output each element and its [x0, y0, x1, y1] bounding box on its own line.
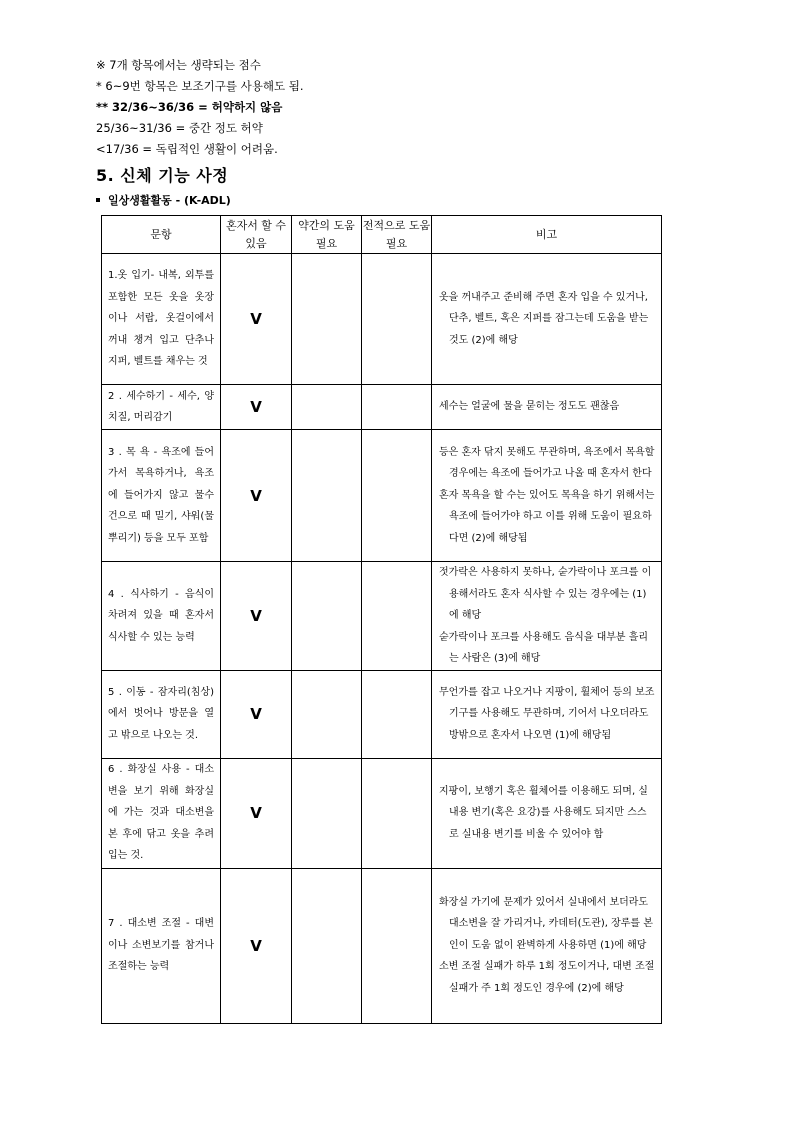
note-not-frail: ** 32/36~36/36 = 허약하지 않음	[96, 100, 283, 114]
row-item: 3 . 목 욕 - 욕조에 들어가서 목욕하거나, 욕조에 들어가지 않고 물수건으로 때 밀기, 샤워(물 뿌리기) 등을 모두 포함	[102, 430, 221, 562]
row-item: 7 . 대소변 조절 - 대변이나 소변보기를 참거나 조절하는 능력	[102, 868, 221, 1023]
subsection-label: 일상생활활동 - (K-ADL)	[108, 194, 231, 207]
note-assistive-devices: * 6~9번 항목은 보조기구를 사용해도 됨.	[96, 79, 304, 93]
adl-table	[101, 215, 662, 1024]
table-row	[102, 758, 662, 868]
remark-line: 숟가락이나 포크를 사용해도 음식을 대부분 흘리는 사람은 (3)에 해당	[439, 631, 649, 664]
row-remarks	[432, 868, 662, 1023]
bullet-icon	[96, 198, 100, 202]
empty-cell	[362, 430, 432, 562]
remark-line: 지팡이, 보행기 혹은 휠체어를 이용해도 되며, 실내용 변기(혹은 요강)를 사용해도 되지만 스스로 실내용 변기를 비울 수 있어야 함	[439, 785, 648, 840]
remark-line: 세수는 얼굴에 물을 묻히는 정도도 괜찮음	[439, 401, 620, 413]
row-item: 4 . 식사하기 - 음식이 차려져 있을 때 혼자서 식사할 수 있는 능력	[102, 562, 221, 671]
header-full-help: 전적으로 도움 필요	[362, 216, 432, 254]
remark-line: 화장실 가기에 문제가 있어서 실내에서 보더라도 대소변을 잘 가리거나, 카데터(도관), 장루를 본인이 도움 없이 완벽하게 사용하면 (1)에 해당	[439, 896, 653, 951]
table-row	[102, 385, 662, 430]
row-item: 5 . 이동 - 잠자리(침상)에서 벗어나 방문을 열고 밖으로 나오는 것.	[102, 670, 221, 758]
header-item: 문항	[102, 216, 221, 254]
subsection-title	[96, 192, 231, 208]
note-omitted-score: ※ 7개 항목에서는 생략되는 점수	[96, 58, 261, 72]
empty-cell	[292, 758, 362, 868]
check-mark: V	[221, 868, 292, 1023]
empty-cell	[292, 430, 362, 562]
scoring-notes	[96, 55, 696, 160]
remark-line: 소변 조절 실패가 하루 1회 정도이거나, 대변 조절 실패가 주 1회 정도인 경우에 (2)에 해당	[439, 961, 655, 994]
row-remarks	[432, 430, 662, 562]
note-moderately-frail: 25/36~31/36 = 중간 정도 허약	[96, 121, 263, 135]
row-item: 6 . 화장실 사용 - 대소변을 보기 위해 화장실에 가는 것과 대소변을 본 후에 닦고 옷을 추려 입는 것.	[102, 758, 221, 868]
empty-cell	[362, 868, 432, 1023]
header-independent: 혼자서 할 수 있음	[221, 216, 292, 254]
empty-cell	[362, 254, 432, 385]
empty-cell	[292, 254, 362, 385]
empty-cell	[292, 385, 362, 430]
check-mark: V	[221, 430, 292, 562]
row-item: 1.옷 입기- 내복, 외투를 포함한 모든 옷을 옷장이나 서랍, 옷걸이에서 꺼내 챙겨 입고 단추나 지퍼, 벨트를 채우는 것	[102, 254, 221, 385]
row-remarks	[432, 385, 662, 430]
remark-line: 무언가를 잡고 나오거나 지팡이, 휠체어 등의 보조 기구를 사용해도 무관하며, 기어서 나오더라도 방밖으로 혼자서 나오면 (1)에 해당됨	[439, 686, 655, 741]
empty-cell	[362, 562, 432, 671]
section-title: 5. 신체 기능 사정	[96, 166, 229, 185]
empty-cell	[362, 385, 432, 430]
table-row	[102, 670, 662, 758]
row-item: 2 . 세수하기 - 세수, 양치질, 머리감기	[102, 385, 221, 430]
empty-cell	[362, 670, 432, 758]
remark-line: 옷을 꺼내주고 준비해 주면 혼자 입을 수 있거나, 단추, 벨트, 혹은 지퍼를 잠그는데 도움을 받는 것도 (2)에 해당	[439, 291, 649, 346]
header-remarks: 비고	[432, 216, 662, 254]
check-mark: V	[221, 385, 292, 430]
table-row	[102, 430, 662, 562]
remark-line: 젓가락은 사용하지 못하나, 숟가락이나 포크를 이용해서라도 혼자 식사할 수 있는 경우에는 (1)에 해당	[439, 567, 652, 621]
remark-line: 혼자 목욕을 할 수는 있어도 목욕을 하기 위해서는 욕조에 들어가야 하고 이를 위해 도움이 필요하다면 (2)에 해당됨	[439, 489, 655, 544]
table-header-row	[102, 216, 662, 254]
row-remarks	[432, 758, 662, 868]
table-row	[102, 562, 662, 671]
remark-line: 등은 혼자 닦지 못해도 무관하며, 욕조에서 목욕할 경우에는 욕조에 들어가고 나올 때 혼자서 한다	[439, 446, 655, 480]
row-remarks	[432, 254, 662, 385]
note-dependent: <17/36 = 독립적인 생활이 어려움.	[96, 142, 278, 156]
check-mark: V	[221, 562, 292, 671]
empty-cell	[292, 670, 362, 758]
header-some-help: 약간의 도움 필요	[292, 216, 362, 254]
empty-cell	[292, 562, 362, 671]
check-mark: V	[221, 758, 292, 868]
check-mark: V	[221, 254, 292, 385]
table-row	[102, 868, 662, 1023]
check-mark: V	[221, 670, 292, 758]
row-remarks	[432, 670, 662, 758]
empty-cell	[292, 868, 362, 1023]
empty-cell	[362, 758, 432, 868]
table-row	[102, 254, 662, 385]
row-remarks	[432, 562, 662, 671]
